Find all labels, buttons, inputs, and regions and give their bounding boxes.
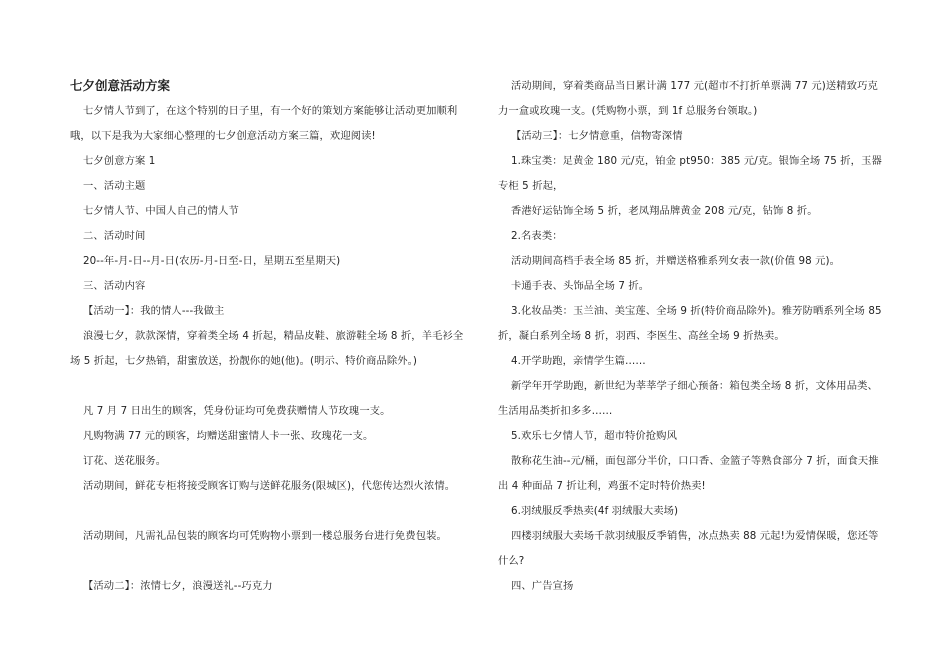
activity-one-heading: 【活动一】：我的情人---我做主 [83,305,225,317]
section-ad-heading: 四、广告宣扬 [511,580,574,592]
activity-two-heading: 【活动二】：浓情七夕，浪漫送礼--巧克力 [83,580,273,592]
flower-service-heading: 订花、送花服务。 [83,455,167,467]
time-text: 20--年-月-日--月-日(农历-月-日至-日，星期五至星期天) [83,255,341,267]
purchase-gift-text: 凡购物满 77 元的顾客，均赠送甜蜜情人卡一张、玫瑰花一支。 [83,430,374,442]
section-theme-heading: 一、活动主题 [83,180,146,192]
jewelry-text: 1.珠宝类：足黄金 180 元/克，铂金 pt950：385 元/克。银饰全场 75 折，玉器专柜 5 折起， [498,155,882,192]
down-jacket-text: 四楼羽绒服大卖场千款羽绒服反季销售，冰点热卖 88 元起!为爱情保暖，您还等什么? [498,530,879,567]
supermarket-heading: 5.欢乐七夕情人节，超市特价抢购风 [511,430,677,442]
section-time-heading: 二、活动时间 [83,230,146,242]
document-title: 七夕创意活动方案 [70,78,171,93]
cosmetics-text: 3.化妆品类：玉兰油、美宝莲、全场 9 折(特价商品除外)。雅芳防晒系列全场 85 折，凝白系列全场 8 折，羽西、李医生、高丝全场 9 折热卖。 [498,305,882,342]
section-content-heading: 三、活动内容 [83,280,146,292]
watch-heading: 2.名表类： [511,230,563,242]
theme-text: 七夕情人节、中国人自己的情人节 [83,205,239,217]
down-jacket-heading: 6.羽绒服反季热卖(4f 羽绒服大卖场) [511,505,679,517]
student-heading: 4.开学助跑，亲情学生篇…… [511,355,646,367]
birthday-offer-text: 凡 7 月 7 日出生的顾客，凭身份证均可免费获赠情人节玫瑰一支。 [83,405,391,417]
activity-one-text: 浪漫七夕，款款深情，穿着类全场 4 折起，精品皮鞋、旅游鞋全场 8 折，羊毛衫全场 5 折起，七夕热销，甜蜜放送，扮靓你的她(他)。(明示、特价商品除外。) [70,330,464,367]
plan-heading: 七夕创意方案 1 [83,155,156,167]
gift-wrap-text: 活动期间，凡需礼品包装的顾客均可凭购物小票到一楼总服务台进行免费包装。 [83,530,447,542]
intro-paragraph: 七夕情人节到了，在这个特别的日子里，有一个好的策划方案能够让活动更加顺利哦，以下是我为大家细心整理的七夕创意活动方案三篇，欢迎阅读! [70,105,458,142]
flower-service-text: 活动期间，鲜花专柜将接受顾客订购与送鲜花服务(限城区)，代您传达烈火浓情。 [83,480,456,492]
activity-three-heading: 【活动三】：七夕情意重，信物寄深情 [511,130,683,142]
cartoon-watch-text: 卡通手表、头饰品全场 7 折。 [511,280,650,292]
student-text: 新学年开学助跑，新世纪为莘莘学子细心预备：箱包类全场 8 折，文体用品类、生活用品类折扣多多…… [498,380,878,417]
watch-text: 活动期间高档手表全场 85 折，并赠送格雅系列女表一款(价值 98 元)。 [511,255,841,267]
diamond-text: 香港好运钻饰全场 5 折，老凤翔品牌黄金 208 元/克，钻饰 8 折。 [511,205,818,217]
chocolate-offer-text: 活动期间，穿着类商品当日累计满 177 元(超市不打折单票满 77 元)送精致巧克力一盒或玫瑰一支。(凭购物小票，到 1f 总服务台领取。) [498,80,878,117]
supermarket-text: 散称花生油--元/桶，面包部分半价，口口香、金篮子等熟食部分 7 折，面食天推出 4 种面品 7 折让利，鸡蛋不定时特价热卖! [498,455,879,492]
